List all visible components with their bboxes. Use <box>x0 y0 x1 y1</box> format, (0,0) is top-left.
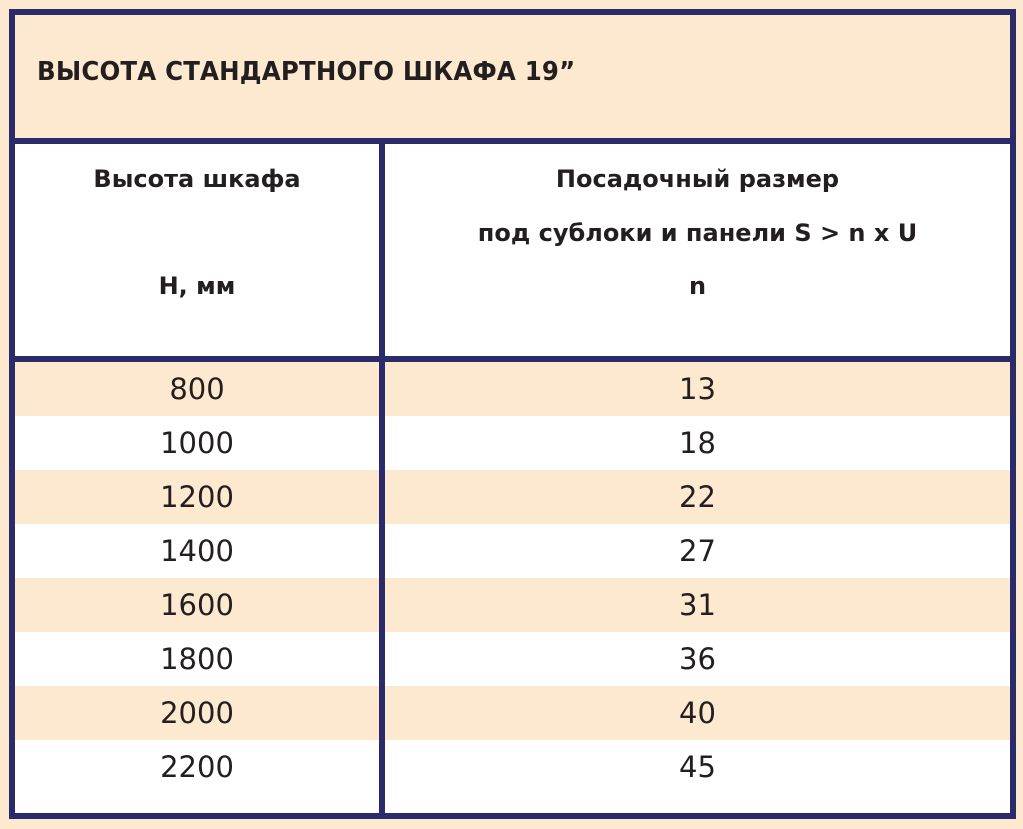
cell-n: 36 <box>679 642 716 676</box>
cell-height: 1000 <box>160 426 234 460</box>
cell-height: 800 <box>169 372 225 406</box>
table-frame <box>9 9 1016 819</box>
cell-n: 40 <box>679 696 716 730</box>
header-col2-line2: под сублоки и панели S > n x U <box>477 219 918 247</box>
cell-n: 18 <box>679 426 716 460</box>
header-col1-line2: H, мм <box>158 272 236 300</box>
cell-height: 2200 <box>160 750 234 784</box>
table-row <box>15 740 1010 794</box>
table-row <box>15 416 1010 470</box>
cell-height: 1200 <box>160 480 234 514</box>
table-row <box>15 362 1010 416</box>
table-row <box>15 524 1010 578</box>
header-col2-line3: n <box>688 272 707 300</box>
cell-height: 1800 <box>160 642 234 676</box>
cell-height: 1600 <box>160 588 234 622</box>
header-col1-line1: Высота шкафа <box>93 165 301 193</box>
table-title: ВЫСОТА СТАНДАРТНОГО ШКАФА 19” <box>37 57 576 87</box>
table-row <box>15 578 1010 632</box>
cell-n: 22 <box>679 480 716 514</box>
header-col2-line1: Посадочный размер <box>555 165 840 193</box>
table-row <box>15 686 1010 740</box>
table-body <box>15 362 1010 794</box>
title-bar <box>15 15 1010 144</box>
cell-n: 31 <box>679 588 716 622</box>
table-row <box>15 470 1010 524</box>
cell-height: 1400 <box>160 534 234 568</box>
cell-height: 2000 <box>160 696 234 730</box>
table-row <box>15 632 1010 686</box>
cell-n: 27 <box>679 534 716 568</box>
cell-n: 13 <box>679 372 716 406</box>
cell-n: 45 <box>679 750 716 784</box>
